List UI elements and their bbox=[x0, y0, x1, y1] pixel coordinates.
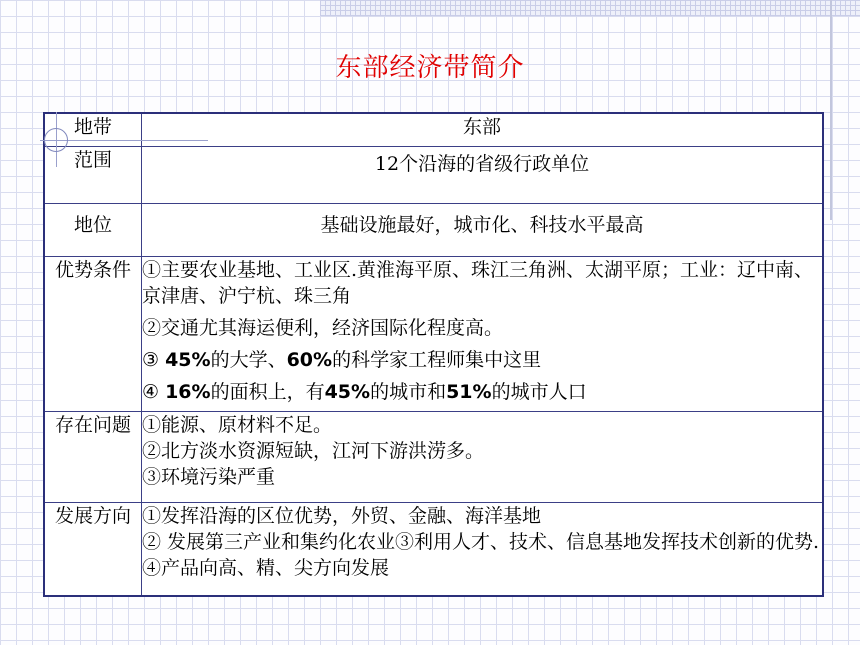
row-value-advantages bbox=[142, 257, 824, 412]
advantage-item-4-text-b: 的城市和 bbox=[370, 381, 447, 403]
table-row-advantages bbox=[44, 257, 823, 412]
row-label-development: 发展方向 bbox=[44, 503, 142, 597]
row-value-range: 12个沿海的省级行政单位 bbox=[142, 147, 824, 204]
advantage-item-3 bbox=[142, 347, 822, 373]
advantage-item-3-text-a: 的大学、 bbox=[210, 349, 287, 371]
advantage-item-4-text-c: 的城市人口 bbox=[491, 381, 587, 403]
decorative-vertical-line bbox=[830, 0, 832, 220]
advantage-item-3-prefix: ③ bbox=[142, 349, 166, 371]
problem-item-1: ①能源、原材料不足。 bbox=[142, 414, 333, 436]
stat-scientists-pct: 60% bbox=[286, 349, 333, 371]
row-label-problems: 存在问题 bbox=[44, 412, 142, 503]
stat-universities-pct: 45% bbox=[165, 349, 211, 371]
east-economic-belt-table bbox=[43, 112, 824, 597]
table-row-header bbox=[44, 113, 823, 147]
advantage-item-4-prefix: ④ bbox=[142, 381, 166, 403]
row-value-development bbox=[142, 503, 824, 597]
stat-urban-population-pct: 51% bbox=[446, 381, 492, 403]
row-value-status: 基础设施最好，城市化、科技水平最高 bbox=[142, 204, 824, 257]
advantage-item-4 bbox=[142, 379, 822, 405]
development-item-1: ①发挥沿海的区位优势，外贸、金融、海洋基地 bbox=[142, 505, 542, 527]
table-row-problems bbox=[44, 412, 823, 503]
row-label-status: 地位 bbox=[44, 204, 142, 257]
decorative-circle bbox=[44, 128, 68, 152]
row-value-east: 东部 bbox=[142, 113, 824, 147]
table-row-status bbox=[44, 204, 823, 257]
row-label-belt: 地带 bbox=[44, 113, 142, 147]
stat-area-pct: 16% bbox=[165, 381, 211, 403]
advantage-item-2: ②交通尤其海运便利，经济国际化程度高。 bbox=[142, 317, 504, 339]
row-label-range: 范围 bbox=[44, 147, 142, 204]
advantage-item-3-text-b: 的科学家工程师集中这里 bbox=[332, 349, 542, 371]
advantage-item-4-text-a: 的面积上，有 bbox=[210, 381, 325, 403]
problem-item-2: ②北方淡水资源短缺，江河下游洪涝多。 bbox=[142, 440, 485, 462]
table-row-range bbox=[44, 147, 823, 204]
top-decorative-band bbox=[320, 0, 860, 16]
row-value-problems bbox=[142, 412, 824, 503]
stat-cities-pct: 45% bbox=[324, 381, 371, 403]
advantage-item-1: ①主要农业基地、工业区.黄淮海平原、珠江三角洲、太湖平原；工业：辽中南、京津唐、沪宁杭、珠三角 bbox=[142, 259, 814, 307]
table-row-development bbox=[44, 503, 823, 597]
row-label-advantages: 优势条件 bbox=[44, 257, 142, 412]
problem-item-3: ③环境污染严重 bbox=[142, 466, 276, 488]
page-title: 东部经济带简介 bbox=[335, 53, 525, 83]
development-item-2: ② 发展第三产业和集约化农业③利用人才、技术、信息基地发挥技术创新的优势. ④产品向高、精、尖方向发展 bbox=[142, 531, 820, 579]
